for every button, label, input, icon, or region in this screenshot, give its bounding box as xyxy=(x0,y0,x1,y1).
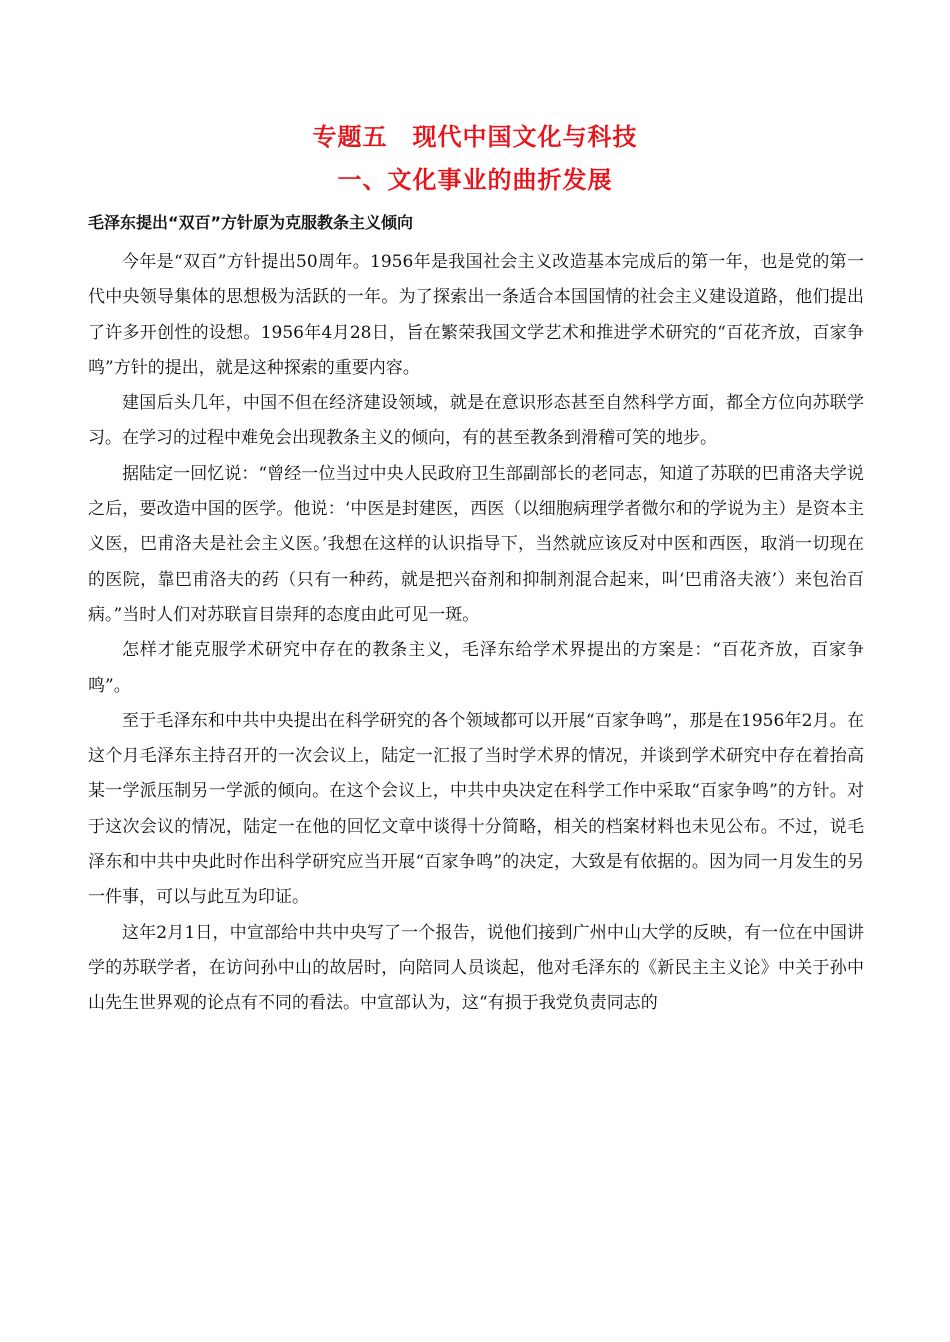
paragraph: 这年2月1日，中宣部给中共中央写了一个报告，说他们接到广州中山大学的反映，有一位在中国讲学的苏联学者，在访问孙中山的故居时，向陪同人员谈起，他对毛泽东的《新民主主义论》中关于孙中山先生世界观的论点有不同的看法。中宣部认为，这“有损于我党负责同志的 xyxy=(88,922,864,1014)
paragraph: 怎样才能克服学术研究中存在的教条主义，毛泽东给学术界提出的方案是：“百花齐放，百家争鸣”。 xyxy=(88,640,864,696)
paragraph: 今年是“双百”方针提出50周年。1956年是我国社会主义改造基本完成后的第一年，也是党的第一代中央领导集体的思想极为活跃的一年。为了探索出一条适合本国国情的社会主义建设道路，他们提出了许多开创性的设想。1956年4月28日，旨在繁荣我国文学艺术和推进学术研究的“百花齐放，百家争鸣”方针的提出，就是这种探索的重要内容。 xyxy=(88,252,864,378)
body-text xyxy=(88,245,864,1022)
page-title: 专题五 现代中国文化与科技 xyxy=(312,123,638,151)
paragraph: 据陆定一回忆说：“曾经一位当过中央人民政府卫生部副部长的老同志，知道了苏联的巴甫洛夫学说之后，要改造中国的医学。他说：‘中医是封建医，西医（以细胞病理学者微尔和的学说为主）是资本主义医，巴甫洛夫是社会主义医。’我想在这样的认识指导下，当然就应该反对中医和西医，取消一切现在的医院，靠巴甫洛夫的药（只有一种药，就是把兴奋剂和抑制剂混合起来，叫‘巴甫洛夫液’）来包治百病。”当时人们对苏联盲目崇拜的态度由此可见一斑。 xyxy=(88,463,864,625)
section-heading: 毛泽东提出“双百”方针原为克服教条主义倾向 xyxy=(88,213,414,232)
page-subtitle: 一、文化事业的曲折发展 xyxy=(337,166,613,194)
paragraph: 建国后头几年，中国不但在经济建设领域，就是在意识形态甚至自然科学方面，都全方位向苏联学习。在学习的过程中难免会出现教条主义的倾向，有的甚至教条到滑稽可笑的地步。 xyxy=(88,393,864,449)
paragraph: 至于毛泽东和中共中央提出在科学研究的各个领域都可以开展“百家争鸣”，那是在1956年2月。在这个月毛泽东主持召开的一次会议上，陆定一汇报了当时学术界的情况，并谈到学术研究中存在着抬高某一学派压制另一学派的倾向。在这个会议上，中共中央决定在科学工作中采取“百家争鸣”的方针。对于这次会议的情况，陆定一在他的回忆文章中谈得十分简略，相关的档案材料也未见公布。不过，说毛泽东和中共中央此时作出科学研究应当开展“百家争鸣”的决定，大致是有依据的。因为同一月发生的另一件事，可以与此互为印证。 xyxy=(88,710,864,908)
